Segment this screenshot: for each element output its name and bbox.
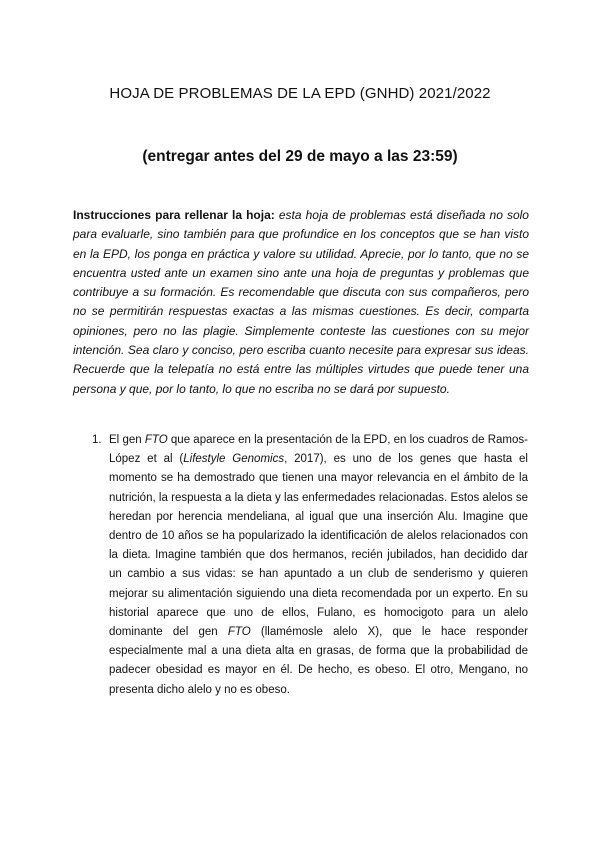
gene-name: FTO <box>227 626 251 639</box>
deadline-subtitle: (entregar antes del 29 de mayo a las 23:59) <box>142 148 458 165</box>
problem-1-text-part: El gen <box>109 434 145 446</box>
journal-name: Lifestyle Genomics <box>183 453 285 466</box>
problem-1-number: 1. <box>92 434 102 446</box>
problem-1-text-part: (llamémosle alelo X), que le hace responder especialmente mal a una dieta alta en grasas, de forma que la probabilidad de padecer obesidad es mayor en él. De hecho, es obeso. El otro, Mengano, no presenta dicho alelo y no es obeso. <box>109 626 528 696</box>
document-title: HOJA DE PROBLEMAS DE LA EPD (GNHD) 2021/2022 <box>109 85 491 102</box>
problem-1-text <box>109 431 528 700</box>
problem-1-text-part: que aparece en la presentación de la EPD, en los cuadros de Ramos-López et al ( <box>109 434 528 466</box>
problem-1 <box>92 431 528 700</box>
instructions-paragraph <box>73 206 529 399</box>
problem-1-text-part: , 2017), es uno de los genes que hasta el momento se ha demostrado que tienen una mayor relevancia en el ámbito de la nutrición, la respuesta a la dieta y las enfermedades relacionadas. Estos alelos se heredan por herencia mendeliana, al igual que una inserción Alu. Imagine que dentro de 10 años se ha popularizado la identificación de alelos relacionados con la dieta. Imagine también que dos hermanos, recién jubilados, han decidido dar un cambio a sus vidas: se han apuntado a un club de senderismo y quieren mejorar su alimentación siguiendo una dieta recomendada por un experto. En su historial aparece que uno de ellos, Fulano, es homocigoto para un alelo dominante del gen <box>109 453 528 639</box>
instructions-label: Instrucciones para rellenar la hoja: <box>73 208 275 222</box>
instructions-text: esta hoja de problemas está diseñada no solo para evaluarle, sino también para que profundice en los conceptos que se han visto en la EPD, los ponga en práctica y valore su utilidad. Aprecie, por lo tanto, que no se encuentra usted ante un examen sino ante una hoja de preguntas y problemas que contribuye a su formación. Es recomendable que discuta con sus compañeros, pero no se permitirán respuestas exactas a las mismas cuestiones. Es decir, comparta opiniones, pero no las plagie. Simplemente conteste las cuestiones con su mejor intención. Sea claro y conciso, pero escriba cuanto necesite para expresar sus ideas. Recuerde que la telepatía no está entre las múltiples virtudes que puede tener una persona y que, por lo tanto, lo que no escriba no se dará por supuesto. <box>73 208 529 396</box>
gene-name: FTO <box>144 434 168 446</box>
